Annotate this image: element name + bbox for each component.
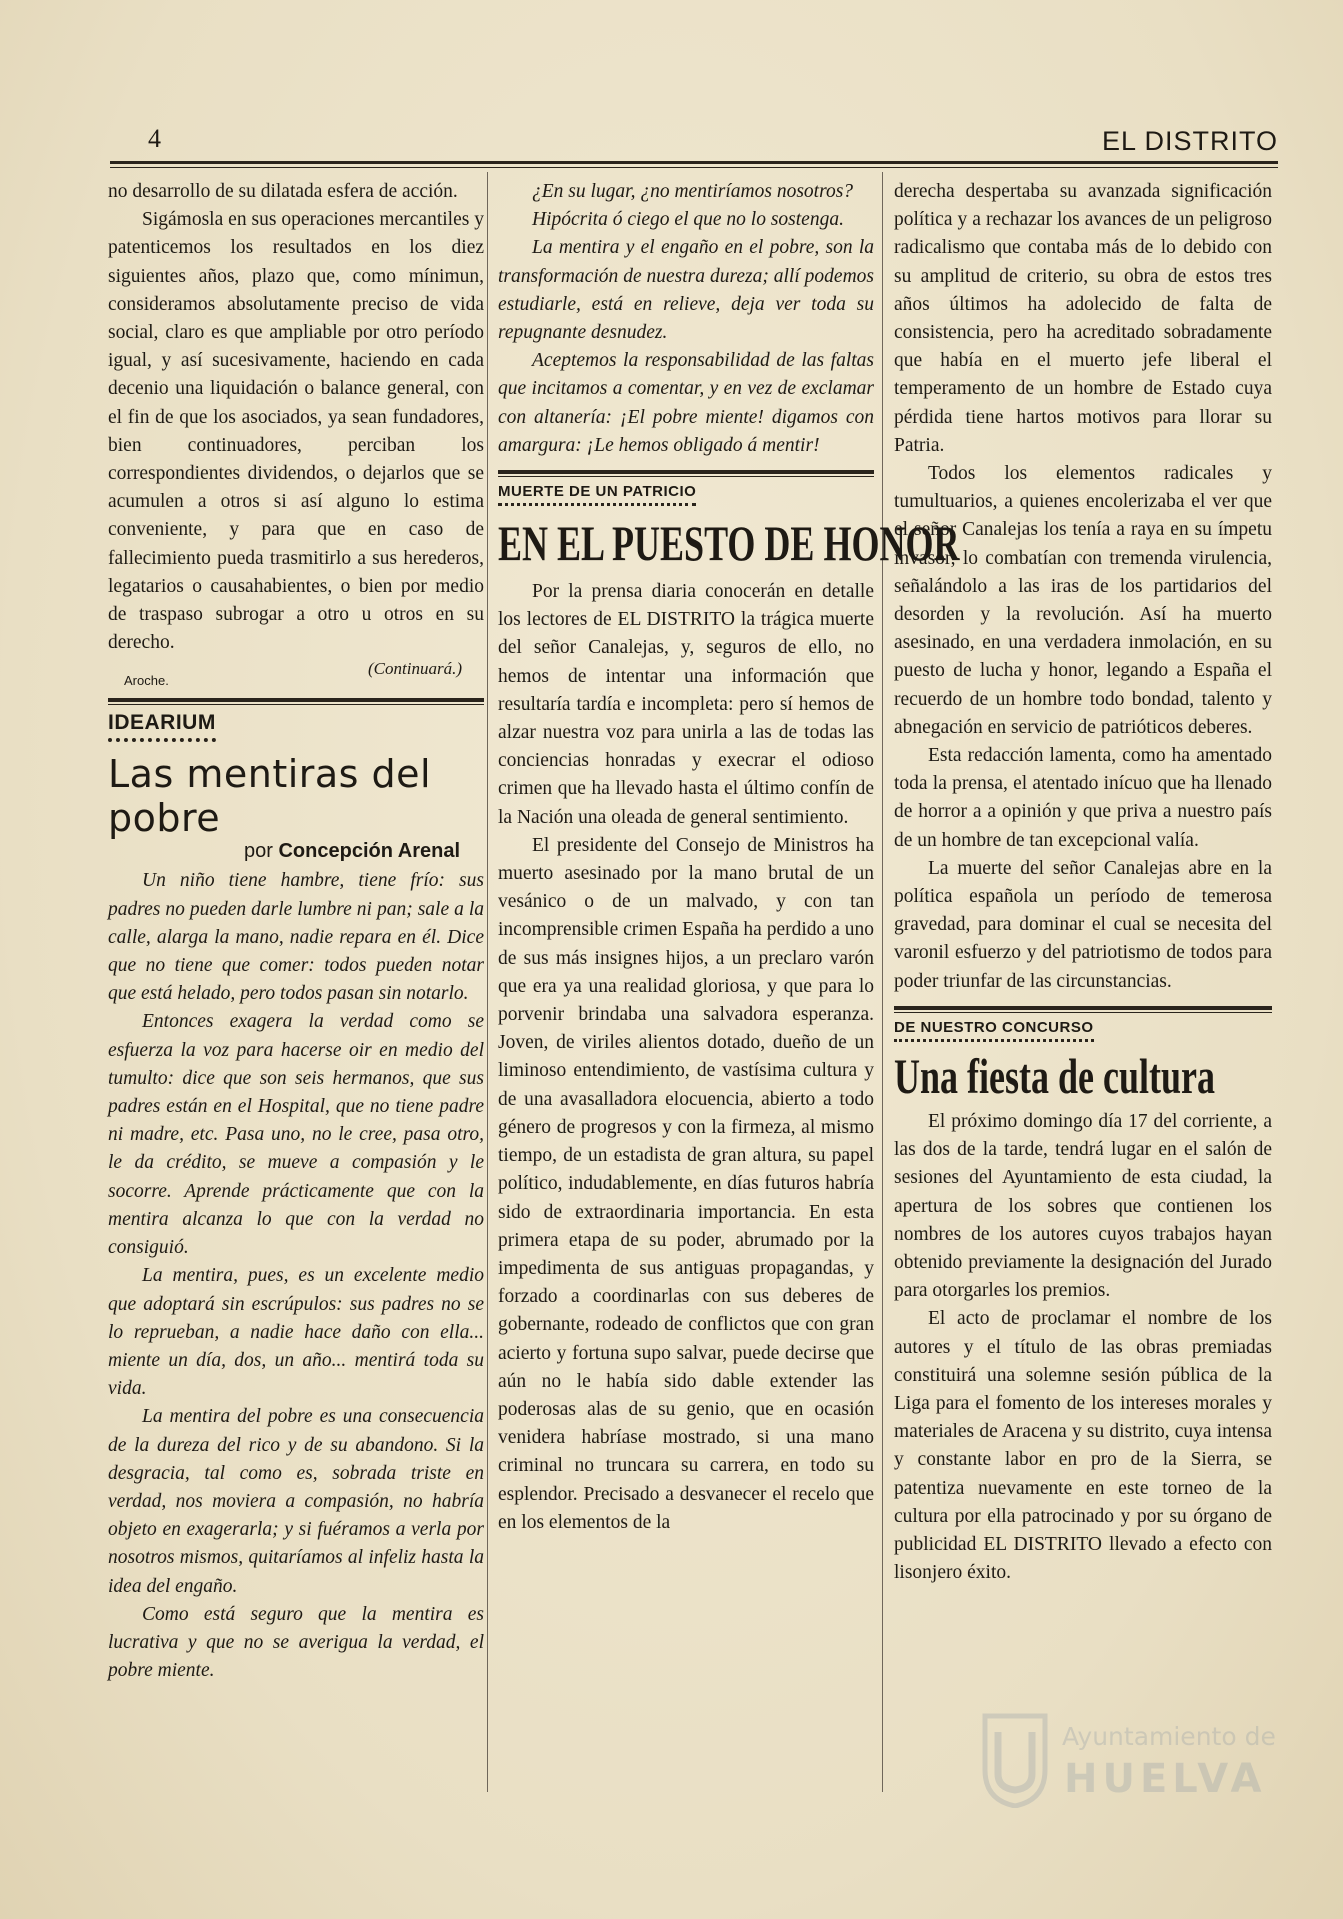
paragraph: La muerte del señor Canalejas abre en la política española un período de temerosa gravedad, para dominar el cual se necesita del varonil esfuerzo y del patriotismo de todos para poder triunfar de las circunstancias. xyxy=(894,857,1272,992)
paragraph: ¿En su lugar, ¿no mentiríamos nosotros? xyxy=(532,181,854,202)
column-1 xyxy=(108,178,484,1685)
section-rule xyxy=(498,470,874,477)
continuation-note: (Continuará.) xyxy=(368,659,462,679)
column-3 xyxy=(894,178,1272,1587)
page-header xyxy=(110,118,1278,158)
page-number: 4 xyxy=(148,124,161,153)
paragraph: Aceptemos la responsabilidad de las faltas que incitamos a comentar, y en vez de exclamar con altanería: ¡El pobre miente! digamos con amargura: ¡Le hemos obligado á mentir! xyxy=(498,350,874,456)
header-rule xyxy=(110,161,1278,164)
section-label: DE NUESTRO CONCURSO xyxy=(894,1019,1094,1042)
paragraph: Sigámosla en sus operaciones mercantiles y patenticemos los resultados en los diez siguientes años, plazo que, como mínimun, consideramos absolutamente preciso de vida social, claro es que ampliable por otro período igual, y así sucesivamente, haciendo en cada decenio una liquidación o balance general, con el fin de que los asociados, ya sean fundadores, bien continuadores, perciban los correspondientes dividendos, o dejarlos que se acumulen a otros si así alguno lo estima conveniente, y para que en caso de fallecimiento pueda trasmitirlo a sus herederos, legatarios o causahabientes, o bien por medio de traspaso subrogar a otro u otros en su derecho. xyxy=(108,209,484,654)
byline-prefix: por xyxy=(244,840,273,863)
watermark-text: Ayuntamiento de xyxy=(1062,1722,1276,1751)
paragraph: Todos los elementos radicales y tumultuarios, a quienes encolerizaba el ver que el señor Canalejas los tenía a raya en su ímpetu invasor, lo combatían con tremenda virulencia, señalándolo a las iras de los partidarios del desorden y la revolución. Así ha muerto asesinado, en una verdadera inmolación, en su puesto de lucha y honor, legando a España el recuerdo de un hombre todo bondad, talento y abnegación en servicio de patrióticos deberes. xyxy=(894,463,1272,738)
article-title: EN EL PUESTO DE HONOR xyxy=(498,515,960,572)
paragraph: Por la prensa diaria conocerán en detalle los lectores de EL DISTRITO la trágica muerte del señor Canalejas, y, seguros de ello, no hemos de intentar una información que resultaría tardía e incompleta: pero sí hemos de alzar nuestra voz para unirla a las de todas las conciencias honradas y execrar el odioso crimen que ha llevado hasta el último confín de la Nación una oleada de general sentimiento. xyxy=(498,581,874,828)
section-label: IDEARIUM xyxy=(108,711,216,742)
column-divider xyxy=(882,172,883,1792)
paragraph: derecha despertaba su avanzada significación política y a rechazar los avances de un peligroso radicalismo que contaba más de lo debido con su amplitud de criterio, su obra de estos tres años últimos ha adolecido de falta de consistencia, pero ha acreditado sobradamente que había en el muerto jefe liberal el temperamento de un hombre de Estado cuya pérdida tiene hartos motivos para llorar su Patria. xyxy=(894,181,1272,456)
section-rule xyxy=(894,1006,1272,1013)
paragraph: Un niño tiene hambre, tiene frío: sus padres no pueden darle lumbre ni pan; sale a la calle, alarga la mano, nadie repara en él. Dice que no tiene que comer: todos pueden notar que está helado, pero todos pasan sin notarlo. xyxy=(108,870,484,1005)
column-2 xyxy=(498,178,960,1537)
section-label: MUERTE DE UN PATRICIO xyxy=(498,483,696,506)
paragraph: La mentira, pues, es un excelente medio que adoptará sin escrúpulos: sus padres no se lo reprueban, a nadie hace daño con ella... miente un día, dos, un año... mentirá toda su vida. xyxy=(108,1265,484,1400)
section-rule xyxy=(108,698,484,705)
paragraph: La mentira y el engaño en el pobre, son la transformación de nuestra dureza; allí podemos estudiarle, está en relieve, deja ver toda su repugnante desnudez. xyxy=(498,237,874,344)
paragraph: Hipócrita ó ciego el que no lo sostenga. xyxy=(532,209,844,231)
signature: Aroche. xyxy=(124,673,169,689)
paragraph: El presidente del Consejo de Ministros ha muerto asesinado por la mano brutal de un vesánico o de un malvado, y con tan incomprensible crimen España ha perdido a uno de sus más insignes hijos, a un preclaro varón que era ya una realidad gloriosa, y que para lo porvenir brindaba una salvadora esperanza. Joven, de viriles alientos dotado, dueño de un liminoso entendimiento, de vastísima cultura y de una avasalladora elocuencia, abierto a todo género de progresos y con la firmeza, al mismo tiempo, de un estadista de gran altura, su papel político, indudablemente, en días futuros habría sido de extraordinaria importancia. En esta primera etapa de su poder, abrumado por la impedimenta de sus antiguas propagandas, y forzado a coordinarlas con sus deberes de gobernante, rodeado de conflictos que con gran acierto y fortuna supo salvar, puede decirse que aún no le había sido dable extender las poderosas alas de su genio, que en ocasión venidera habríase mostrado, si una mano criminal no truncara su carrera, en todo su esplendor. Precisado a desvanecer el recelo que en los elementos de la xyxy=(498,834,874,1533)
paragraph: no desarrollo de su dilatada esfera de acción. xyxy=(108,181,458,202)
paragraph: Esta redacción lamenta, como ha amentado toda la prensa, el atentado inícuo que ha llenado de horror a a opinión y que priva a nuestro país de un hombre de tan excepcional valía. xyxy=(894,745,1272,851)
paragraph: Como está seguro que la mentira es lucrativa y que no se averigua la verdad, el pobre miente. xyxy=(108,1603,484,1682)
byline xyxy=(108,840,460,863)
byline-author: Concepción Arenal xyxy=(278,840,460,863)
paragraph: El acto de proclamar el nombre de los autores y el título de las obras premiadas constituirá una solemne sesión pública de la Liga para el fomento de los intereses morales y materiales de Aracena y su distrito, cuya intensa y constante labor en pro de la Sierra, se patentiza nuevamente en este torneo de la cultura por ella patrocinado y por su órgano de publicidad EL DISTRITO llevado a efecto con lisonjero éxito. xyxy=(894,1308,1272,1584)
watermark xyxy=(980,1712,1280,1822)
header-rule-thin xyxy=(110,167,1278,168)
coat-of-arms-icon xyxy=(980,1712,1050,1808)
watermark-text: HUELVA xyxy=(1064,1756,1267,1802)
article-title: Una fiesta de cultura xyxy=(894,1047,1215,1104)
article-title: Las mentiras del pobre xyxy=(108,752,432,841)
paragraph: La mentira del pobre es una consecuencia de la dureza del rico y de su abandono. Si la desgracia, tal como es, sobrada triste en verdad, nos moviera a compasión, no habría objeto en exagerarla; y si fuéramos a verla por nosotros mismos, quitaríamos al infeliz hasta la idea del engaño. xyxy=(108,1406,484,1597)
paragraph: Entonces exagera la verdad como se esfuerza la voz para hacerse oir en medio del tumulto: dice que son seis hermanos, que sus padres están en el Hospital, que no tiene padre ni madre, etc. Pasa uno, no le cree, pasa otro, le da crédito, se mueve a compasión y le socorre. Aprende prácticamente que con la mentira alcanza lo que con la verdad no consiguió. xyxy=(108,1011,484,1259)
column-divider xyxy=(487,172,488,1792)
paragraph: El próximo domingo día 17 del corriente, a las dos de la tarde, tendrá lugar en el salón de sesiones del Ayuntamiento de esta ciudad, la apertura de los sobres que contienen los nombres de los autores cuyos trabajos hayan obtenido previamente la designación del Jurado para otorgarles los premios. xyxy=(894,1110,1272,1302)
masthead: EL DISTRITO xyxy=(1101,126,1278,156)
